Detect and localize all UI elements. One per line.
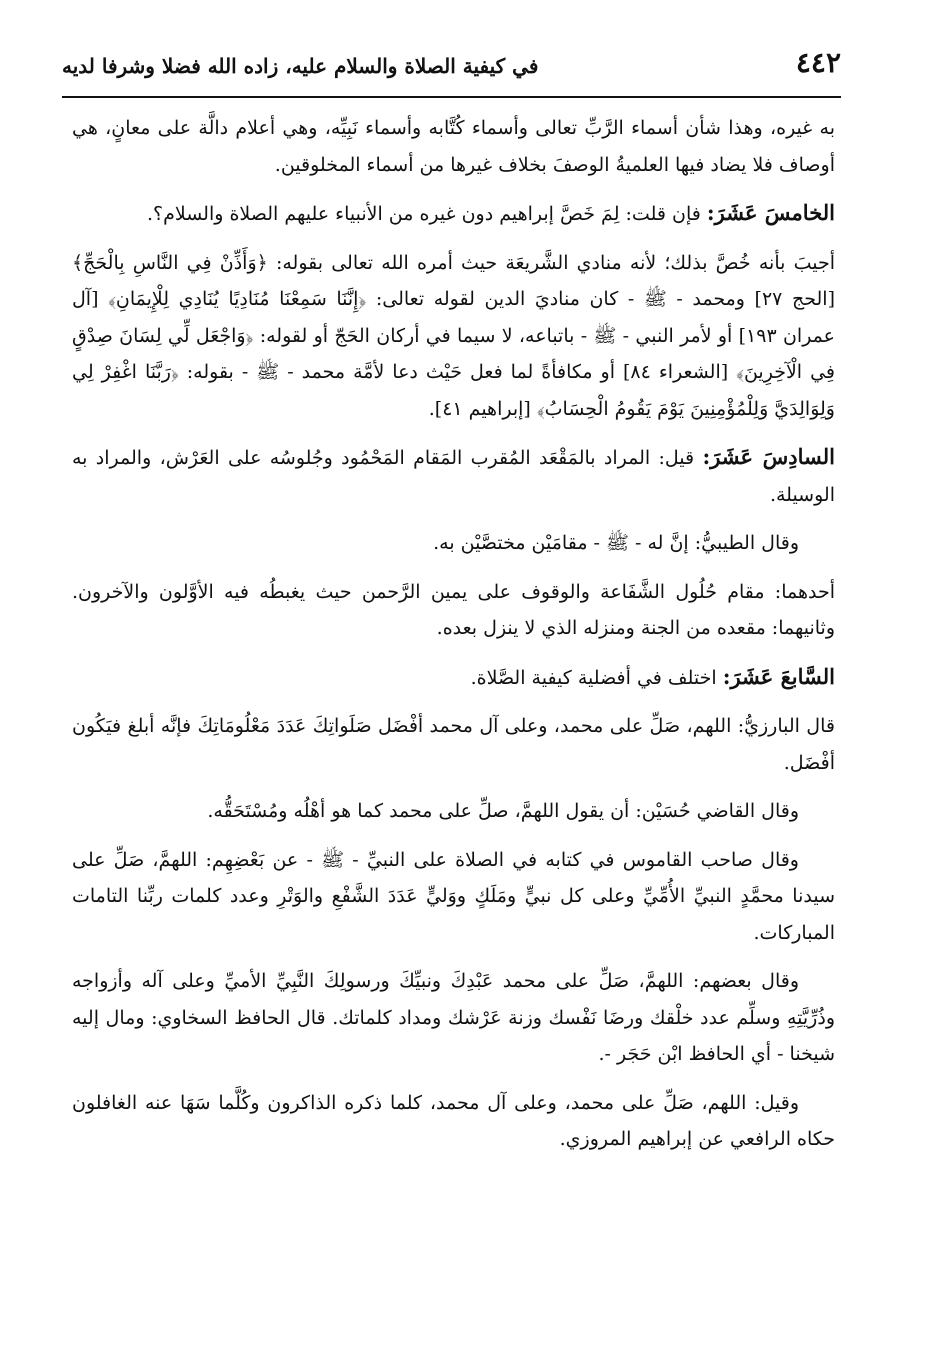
paragraph <box>72 659 835 697</box>
paragraph-text: وقال صاحب القاموس في كتابه في الصلاة على النبيِّ - ﷺ - عن بَعْضِهِم: اللهمَّ، صَلِّ على سيدنا محمَّدٍ النبيِّ الأُمِّيِّ وعلى كل نبيٍّ ومَلَكٍ ووَليٍّ عَدَدَ الشَّفْعِ والوَتْرِ وعدد كلمات ربِّنا التامات المباركات. <box>72 848 835 944</box>
section-heading: السَّابعَ عَشَرَ: <box>722 663 835 689</box>
paragraph-text: وقيل: اللهم، صَلِّ على محمد، وعلى آل محمد، كلما ذكره الذاكرون وكُلَّما سَهَا عنه الغافلون حكاه الرافعي عن إبراهيم المروزي. <box>72 1091 835 1150</box>
paragraph-text: اختلف في أفضلية كيفية الصَّلاة. <box>470 666 717 689</box>
paragraph <box>72 708 835 781</box>
paragraph <box>72 963 835 1073</box>
paragraph <box>72 245 835 428</box>
paragraph <box>72 525 835 562</box>
paragraph-text: أجيبَ بأنه خُصَّ بذلك؛ لأنه منادي الشَّريعَة حيث أمره الله تعالى بقوله: ﴿وَأَذِّنْ فِي النَّاسِ بِالْحَجِّ﴾ [الحج ٢٧] ومحمد - ﷺ - كان مناديَ الدين لقوله تعالى: ﴿إِنَّنَا سَمِعْنَا مُنَادِيًا يُنَادِي لِلْإِيمَانِ﴾ [آل عمران ١٩٣] أو لأمر النبي - ﷺ - باتباعه، لا سيما في أركان الحَجّ أو لقوله: ﴿وَاجْعَل لِّي لِسَانَ صِدْقٍ فِي الْآخِرِينَ﴾ [الشعراء ٨٤] أو مكافأةً لما فعل حَيْث دعا لأمَّة محمد - ﷺ - بقوله: ﴿رَبَّنَا اغْفِرْ لِي وَلِوَالِدَيَّ وَلِلْمُؤْمِنِينَ يَوْمَ يَقُومُ الْحِسَابُ﴾ [إبراهيم ٤١]. <box>72 251 836 420</box>
paragraph <box>72 439 835 513</box>
page-body <box>72 110 835 1170</box>
paragraph <box>72 195 835 233</box>
paragraph-text: وقال بعضهم: اللهمَّ، صَلِّ على محمد عَبْدِكَ ونبيِّكَ ورسولِكَ النَّبِيِّ الأميِّ وعلى آله وأزواجه وذُرِّيَّتِهِ وسلِّم عدد خلْقك ورضَا نَفْسك وزنة عَرْشك ومداد كلماتك. قال الحافظ السخاوي: ومال إليه شيخنا - أي الحافظ ابْن حَجَر -. <box>72 970 835 1065</box>
paragraph-text: قيل: المراد بالمَقْعَد المُقرب المَقام المَحْمُود وجُلوسُه على العَرْش، والمراد به الوسيلة. <box>72 447 835 506</box>
section-heading: السادِسَ عَشَرَ: <box>702 444 835 469</box>
paragraph-text: وقال الطيبيُّ: إنَّ له - ﷺ - مقامَيْن مختصَّيْن به. <box>433 532 799 554</box>
paragraph-text: وقال القاضي حُسَيْن: أن يقول اللهمَّ، صلِّ على محمد كما هو أهْلُه ومُسْتَحَقُّه. <box>207 800 799 822</box>
paragraph-text: فإن قلت: لِمَ خَصَّ إبراهيم دون غيره من الأنبياء عليهم الصلاة والسلام؟. <box>147 203 701 225</box>
paragraph-text: قال البارزيُّ: اللهم، صَلِّ على محمد، وعلى آل محمد أفْضَل صَلَواتِكَ عَدَدَ مَعْلُومَاتِكَ فإنَّه أبلغ فيَكُون أفْضَل. <box>72 715 835 774</box>
paragraph <box>72 110 835 183</box>
paragraph <box>72 574 835 647</box>
paragraph <box>72 1085 835 1158</box>
running-title: في كيفية الصلاة والسلام عليه، زاده الله فضلا وشرفا لديه <box>62 54 539 78</box>
page-header <box>62 44 841 96</box>
paragraph <box>72 793 835 830</box>
header-divider <box>62 96 841 98</box>
paragraph-text: أحدهما: مقام حُلُول الشَّفَاعة والوقوف على يمين الرَّحمن حيث يغبطُه فيه الأوَّلون والآخرون. وثانيهما: مقعده من الجنة ومنزله الذي لا ينزل بعده. <box>72 580 835 639</box>
section-heading: الخامسَ عَشَرَ: <box>706 200 835 225</box>
page-number: ٤٤٢ <box>795 46 841 79</box>
paragraph-text: به غيره، وهذا شأن أسماء الرَّبِّ تعالى وأسماء كُتَّابه وأسماء نَبِيِّه، وهي أعلام دالَّة على معانٍ، هي أوصاف فلا يضاد فيها العلميةُ الوصفَ بخلاف غيرها من أسماء المخلوقين. <box>72 117 835 176</box>
paragraph <box>72 842 835 952</box>
